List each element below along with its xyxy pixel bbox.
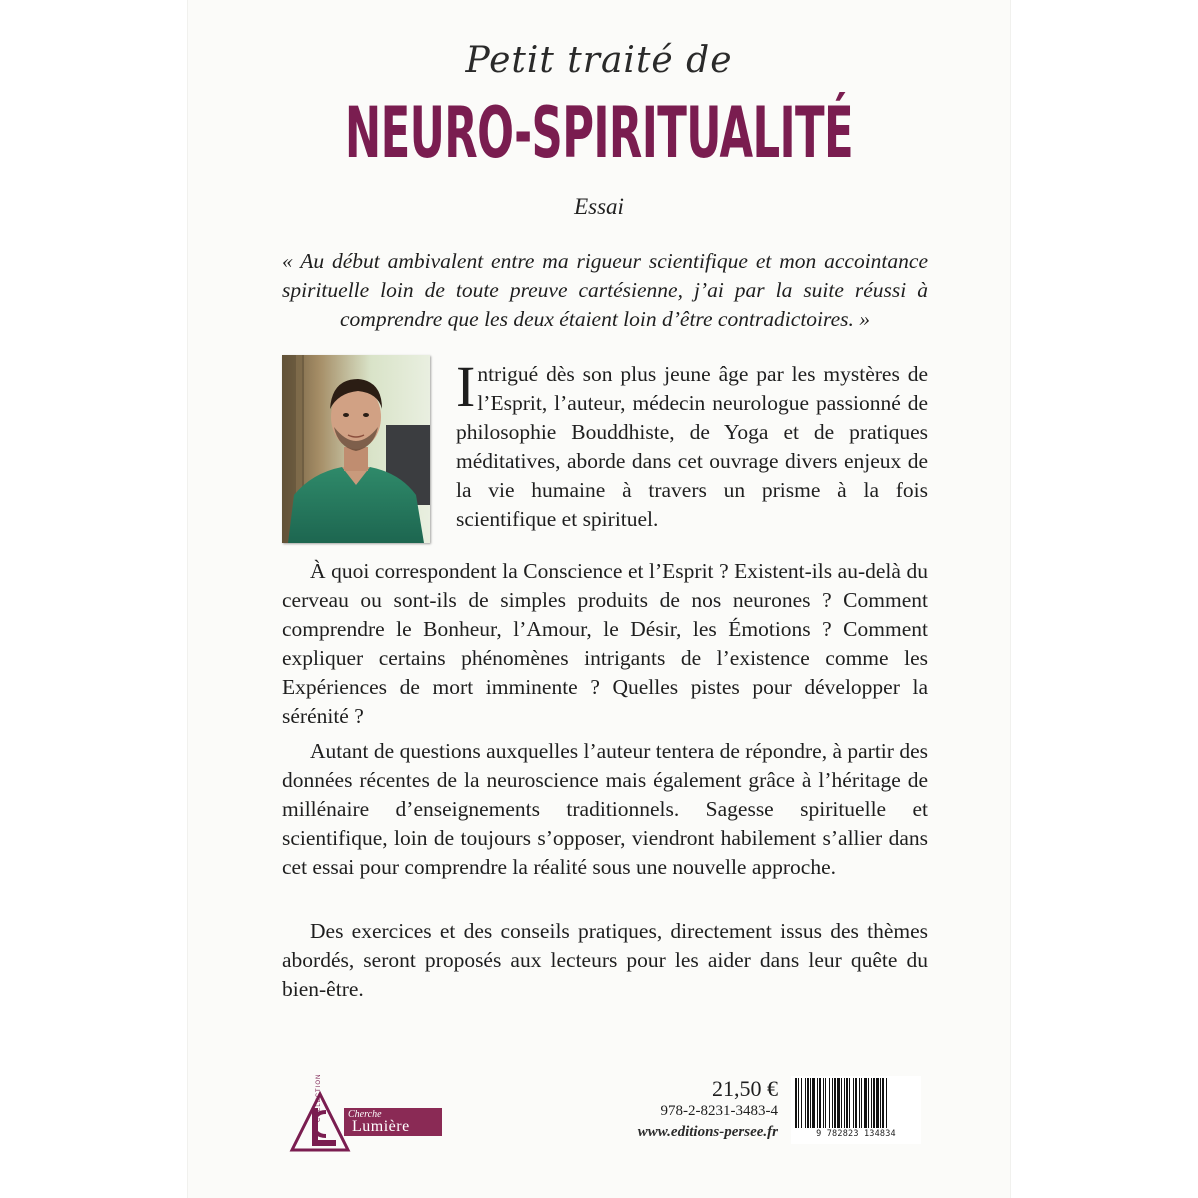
barcode-bar [853, 1078, 854, 1128]
barcode-bar [825, 1078, 826, 1128]
barcode-icon [791, 1076, 921, 1132]
collection-name-big: Lumière [352, 1118, 410, 1135]
barcode-bar [807, 1078, 809, 1128]
drop-cap-letter: I [456, 354, 476, 419]
barcode-bar [817, 1078, 818, 1128]
barcode-bar [880, 1078, 881, 1128]
barcode-bar [837, 1078, 840, 1128]
barcode-bar [864, 1078, 867, 1128]
book-title: NEURO-SPIRITUALITÉ [344, 92, 854, 174]
paragraph-2: À quoi correspondent la Conscience et l’Esprit ? Existent-ils au-delà du cerveau ou sont-ils de simples produits de nos neurones ? Comment comprendre le Bonheur, l’Amour, le Désir, les Émotions ? Comment expliquer certains phénomènes intrigants de l’existence comme les Expériences de mort imminente ? Quelles pistes pour développer la sérénité ? [282, 559, 928, 728]
paragraph-3: Autant de questions auxquelles l’auteur tentera de répondre, à partir des données récentes de la neuroscience mais également grâce à l’héritage de millénaire d’enseignements traditionnels. Sagesse spirituelle et scientifique, loin de toujours s’opposer, viendront habilement s’allier dans cet essai pour comprendre la réalité sous une nouvelle approche. [282, 739, 928, 879]
barcode-bar [834, 1078, 836, 1128]
barcode-bar [882, 1078, 884, 1128]
barcode-bar [841, 1078, 842, 1128]
paragraph-4: Des exercices et des conseils pratiques, directement issus des thèmes abordés, seront proposés aux lecteurs pour les aider dans leur quête du bien-être. [282, 919, 928, 1001]
barcode-bar [849, 1078, 850, 1128]
author-portrait-icon [282, 355, 430, 543]
barcode-bar [873, 1078, 875, 1128]
barcode-bar [823, 1078, 824, 1128]
barcode-bar [832, 1078, 833, 1128]
book-back-cover [188, 0, 1010, 1198]
barcode-bar [810, 1078, 811, 1128]
barcode-bar [805, 1078, 806, 1128]
author-quote: « Au début ambivalent entre ma rigueur scientifique et mon accointance spirituelle loin de toute preuve cartésienne, j’ai par la suite réussi à comprendre que les deux étaient loin d’être contradictoires. » [282, 249, 928, 331]
publisher-collection-logo [286, 1073, 446, 1150]
paragraph-1-text: ntrigué dès son plus jeune âge par les mystères de l’Esprit, l’auteur, médecin neurologue passionné de philosophie Bouddhiste, de Yoga et de pratiques méditatives, aborde dans cet ouvrage divers enjeux de la vie humaine à travers un prisme à la fois scientifique et spirituel. [456, 362, 928, 531]
barcode-bar [871, 1078, 872, 1128]
collection-name-small: Cherche [348, 1109, 382, 1120]
publisher-website: www.editions-persee.fr [637, 1124, 778, 1140]
title-script-line: Petit traité de [465, 40, 733, 81]
barcode-bar [846, 1078, 848, 1128]
barcode-bar [876, 1078, 879, 1128]
book-price: 21,50 € [712, 1076, 778, 1101]
barcode-bar [886, 1078, 887, 1128]
isbn-barcode [791, 1076, 921, 1144]
barcode-bar [798, 1078, 799, 1128]
barcode-bar [855, 1078, 857, 1128]
barcode-bar [801, 1078, 802, 1128]
barcode-bar [861, 1078, 862, 1128]
barcode-bar [819, 1078, 821, 1128]
barcode-bar [829, 1078, 830, 1128]
author-photo [282, 355, 430, 543]
genre-subtitle: Essai [574, 194, 624, 219]
barcode-digits: 9 782823 134834 [791, 1129, 921, 1139]
barcode-bar [812, 1078, 815, 1128]
barcode-bar [844, 1078, 845, 1128]
paragraph-1 [456, 354, 928, 534]
collection-side-label: COLLECTION [316, 1073, 322, 1122]
barcode-bar [868, 1078, 869, 1128]
barcode-bar [859, 1078, 860, 1128]
barcode-bar [795, 1078, 797, 1128]
isbn-number: 978-2-8231-3483-4 [660, 1103, 778, 1119]
